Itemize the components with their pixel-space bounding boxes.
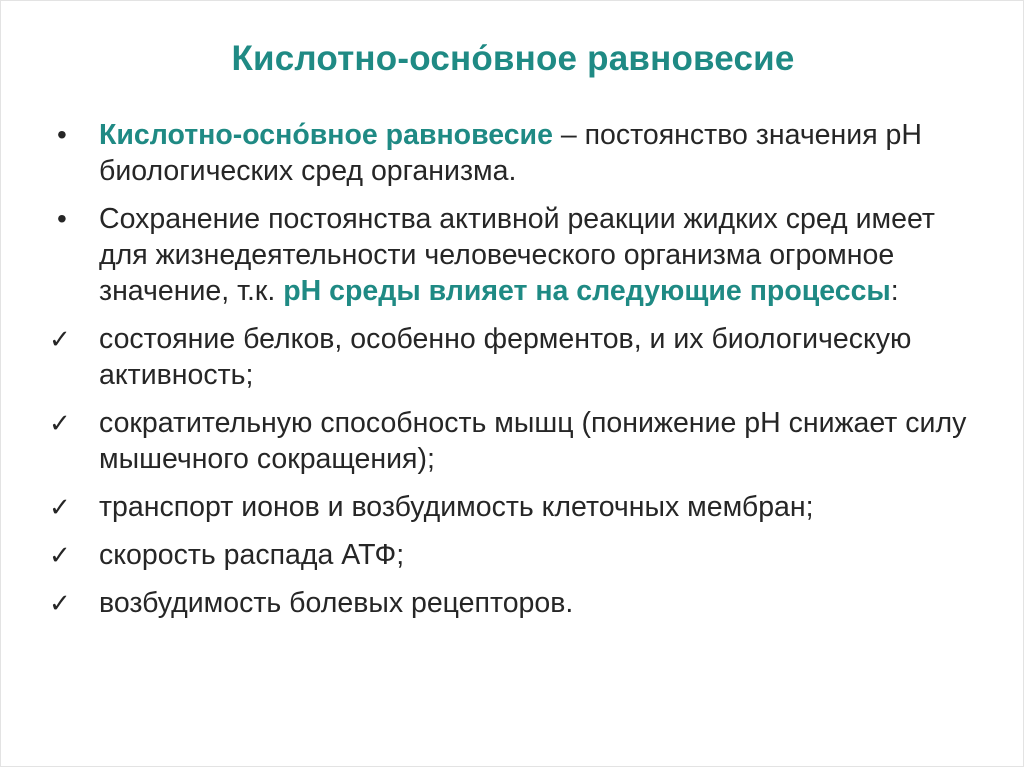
muscles-text: сократительную способность мышц (понижение pH снижает силу мышечного сокращения); (99, 407, 967, 475)
bullet-marker: • (57, 119, 67, 150)
check-icon: ✓ (49, 408, 71, 438)
importance-tail: : (890, 275, 899, 307)
definition-term: Кислотно-осно́вное равновесие (99, 119, 553, 151)
check-icon: ✓ (49, 324, 71, 354)
importance-text: Сохранение постоянства активной реакции жидких сред имеет для жизнедеятельности человеческого организма огромное значение, т.к. (99, 203, 935, 307)
ion-transport-text: транспорт ионов и возбудимость клеточных мембран; (99, 491, 814, 523)
check-icon: ✓ (49, 492, 71, 522)
definition-text: – постоянство значения pH биологических сред организма. (99, 119, 922, 187)
list-item-definition (49, 117, 989, 189)
importance-highlight: pH среды влияет на следующие процессы (283, 275, 891, 307)
list-item-muscles (49, 405, 989, 477)
bullet-marker: • (57, 203, 67, 234)
slide-title: Кислотно-осно́вное равновесие (231, 39, 795, 78)
check-icon: ✓ (49, 540, 71, 570)
list-item-importance (49, 201, 989, 309)
proteins-text: состояние белков, особенно ферментов, и их биологическую активность; (99, 323, 912, 391)
check-icon: ✓ (49, 588, 71, 618)
pain-receptors-text: возбудимость болевых рецепторов. (99, 587, 574, 619)
atp-text: скорость распада АТФ; (99, 539, 405, 571)
slide-content (49, 117, 989, 633)
list-item-proteins (49, 321, 989, 393)
list-item-pain-receptors (49, 585, 989, 621)
list-item-ion-transport (49, 489, 989, 525)
list-item-atp (49, 537, 989, 573)
